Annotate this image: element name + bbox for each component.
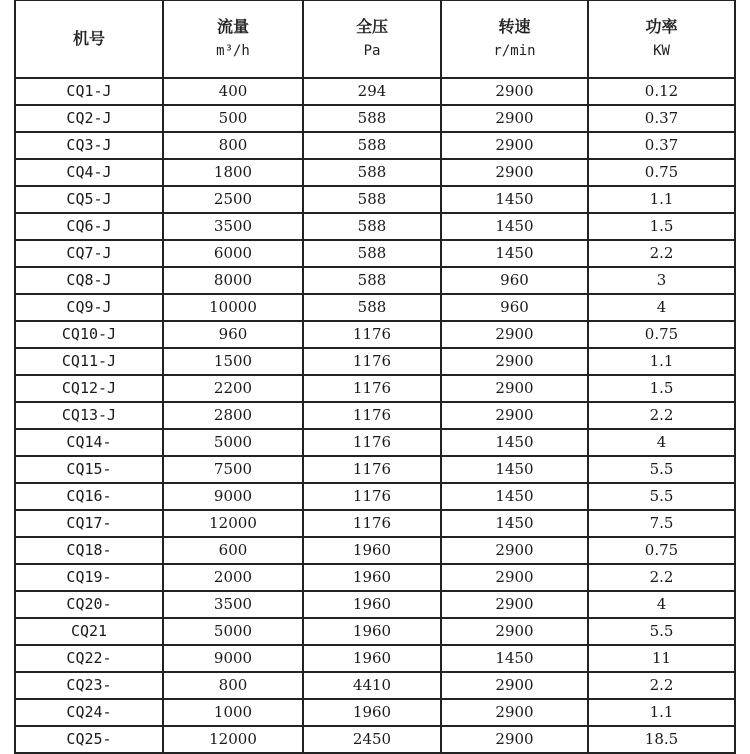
cell-model: CQ25-: [15, 726, 163, 753]
cell-model: CQ11-J: [15, 348, 163, 375]
cell-pressure: 1176: [303, 429, 441, 456]
cell-model: CQ23-: [15, 672, 163, 699]
cell-speed: 1450: [441, 213, 588, 240]
table-row: [15, 105, 735, 132]
cell-pressure: 1176: [303, 483, 441, 510]
cell-flow: 1800: [163, 159, 303, 186]
cell-model: CQ4-J: [15, 159, 163, 186]
table-row: [15, 186, 735, 213]
cell-speed: 1450: [441, 240, 588, 267]
cell-flow: 1000: [163, 699, 303, 726]
header-speed-unit: r/min: [493, 43, 536, 59]
cell-speed: 2900: [441, 699, 588, 726]
cell-model: CQ19-: [15, 564, 163, 591]
header-power: [588, 0, 735, 78]
cell-pressure: 1176: [303, 321, 441, 348]
cell-pressure: 588: [303, 240, 441, 267]
table-row: [15, 591, 735, 618]
cell-pressure: 1176: [303, 456, 441, 483]
cell-power: 5.5: [588, 618, 735, 645]
cell-flow: 2200: [163, 375, 303, 402]
cell-pressure: 1960: [303, 618, 441, 645]
cell-speed: 1450: [441, 645, 588, 672]
cell-flow: 2800: [163, 402, 303, 429]
header-power-unit: KW: [653, 43, 670, 59]
cell-model: CQ20-: [15, 591, 163, 618]
cell-flow: 400: [163, 78, 303, 105]
header-flow-unit: m³/h: [216, 43, 250, 59]
cell-pressure: 1176: [303, 402, 441, 429]
cell-pressure: 588: [303, 267, 441, 294]
cell-power: 0.37: [588, 132, 735, 159]
cell-model: CQ8-J: [15, 267, 163, 294]
cell-model: CQ9-J: [15, 294, 163, 321]
cell-pressure: 588: [303, 186, 441, 213]
cell-power: 2.2: [588, 564, 735, 591]
cell-power: 0.12: [588, 78, 735, 105]
cell-flow: 12000: [163, 510, 303, 537]
header-flow-label: 流量: [216, 17, 249, 36]
cell-power: 2.2: [588, 672, 735, 699]
cell-pressure: 1960: [303, 699, 441, 726]
cell-power: 1.1: [588, 348, 735, 375]
table-row: [15, 213, 735, 240]
table-row: [15, 510, 735, 537]
cell-speed: 2900: [441, 618, 588, 645]
cell-speed: 2900: [441, 726, 588, 753]
header-speed: [441, 0, 588, 78]
table-row: [15, 402, 735, 429]
cell-model: CQ5-J: [15, 186, 163, 213]
cell-power: 1.5: [588, 375, 735, 402]
cell-pressure: 1960: [303, 591, 441, 618]
header-pressure-label: 全压: [355, 17, 388, 36]
cell-pressure: 588: [303, 213, 441, 240]
cell-power: 1.5: [588, 213, 735, 240]
table-row: [15, 240, 735, 267]
cell-flow: 3500: [163, 591, 303, 618]
table-row: [15, 375, 735, 402]
cell-flow: 10000: [163, 294, 303, 321]
fan-spec-table: [14, 0, 736, 754]
cell-power: 0.75: [588, 321, 735, 348]
cell-flow: 500: [163, 105, 303, 132]
table-row: [15, 456, 735, 483]
table-row: [15, 294, 735, 321]
cell-speed: 960: [441, 294, 588, 321]
cell-flow: 600: [163, 537, 303, 564]
cell-power: 0.75: [588, 537, 735, 564]
cell-flow: 1500: [163, 348, 303, 375]
cell-flow: 8000: [163, 267, 303, 294]
cell-power: 0.37: [588, 105, 735, 132]
cell-pressure: 588: [303, 294, 441, 321]
cell-flow: 5000: [163, 618, 303, 645]
cell-power: 2.2: [588, 240, 735, 267]
cell-model: CQ18-: [15, 537, 163, 564]
cell-flow: 3500: [163, 213, 303, 240]
table-row: [15, 537, 735, 564]
cell-speed: 1450: [441, 456, 588, 483]
cell-flow: 960: [163, 321, 303, 348]
header-power-label: 功率: [645, 17, 678, 36]
table-row: [15, 699, 735, 726]
cell-flow: 5000: [163, 429, 303, 456]
cell-pressure: 1176: [303, 375, 441, 402]
cell-speed: 2900: [441, 105, 588, 132]
cell-pressure: 1176: [303, 348, 441, 375]
cell-power: 1.1: [588, 186, 735, 213]
table-row: [15, 267, 735, 294]
cell-model: CQ1-J: [15, 78, 163, 105]
cell-model: CQ22-: [15, 645, 163, 672]
table-body: [15, 78, 735, 753]
cell-speed: 2900: [441, 348, 588, 375]
cell-speed: 2900: [441, 159, 588, 186]
cell-power: 11: [588, 645, 735, 672]
header-flow: [163, 0, 303, 78]
cell-pressure: 294: [303, 78, 441, 105]
table-row: [15, 726, 735, 753]
table-row: [15, 564, 735, 591]
cell-flow: 7500: [163, 456, 303, 483]
cell-speed: 2900: [441, 78, 588, 105]
cell-pressure: 588: [303, 132, 441, 159]
header-speed-label: 转速: [498, 17, 531, 36]
cell-flow: 2500: [163, 186, 303, 213]
table-row: [15, 672, 735, 699]
table-row: [15, 348, 735, 375]
cell-pressure: 4410: [303, 672, 441, 699]
cell-power: 7.5: [588, 510, 735, 537]
cell-power: 4: [588, 429, 735, 456]
cell-power: 3: [588, 267, 735, 294]
header-model-label: 机号: [72, 29, 105, 48]
cell-speed: 2900: [441, 402, 588, 429]
cell-flow: 6000: [163, 240, 303, 267]
table-row: [15, 78, 735, 105]
cell-speed: 2900: [441, 132, 588, 159]
cell-power: 0.75: [588, 159, 735, 186]
cell-speed: 1450: [441, 429, 588, 456]
cell-speed: 2900: [441, 591, 588, 618]
table-row: [15, 645, 735, 672]
cell-pressure: 1960: [303, 537, 441, 564]
header-row: [15, 0, 735, 78]
cell-speed: 1450: [441, 510, 588, 537]
cell-model: CQ10-J: [15, 321, 163, 348]
cell-model: CQ3-J: [15, 132, 163, 159]
cell-model: CQ16-: [15, 483, 163, 510]
cell-model: CQ15-: [15, 456, 163, 483]
cell-speed: 960: [441, 267, 588, 294]
cell-speed: 2900: [441, 375, 588, 402]
cell-model: CQ6-J: [15, 213, 163, 240]
cell-power: 18.5: [588, 726, 735, 753]
table-row: [15, 429, 735, 456]
cell-power: 5.5: [588, 456, 735, 483]
cell-model: CQ14-: [15, 429, 163, 456]
cell-speed: 2900: [441, 564, 588, 591]
cell-power: 4: [588, 294, 735, 321]
cell-power: 5.5: [588, 483, 735, 510]
cell-pressure: 1960: [303, 564, 441, 591]
cell-model: CQ2-J: [15, 105, 163, 132]
cell-model: CQ13-J: [15, 402, 163, 429]
cell-speed: 2900: [441, 321, 588, 348]
cell-pressure: 1176: [303, 510, 441, 537]
cell-flow: 9000: [163, 645, 303, 672]
cell-model: CQ7-J: [15, 240, 163, 267]
table-row: [15, 159, 735, 186]
header-pressure-unit: Pa: [363, 43, 381, 59]
table-row: [15, 483, 735, 510]
cell-power: 4: [588, 591, 735, 618]
cell-flow: 2000: [163, 564, 303, 591]
cell-power: 1.1: [588, 699, 735, 726]
cell-pressure: 1960: [303, 645, 441, 672]
cell-pressure: 588: [303, 159, 441, 186]
cell-model: CQ12-J: [15, 375, 163, 402]
table-row: [15, 321, 735, 348]
cell-flow: 12000: [163, 726, 303, 753]
cell-flow: 9000: [163, 483, 303, 510]
cell-power: 2.2: [588, 402, 735, 429]
cell-model: CQ21: [15, 618, 163, 645]
cell-speed: 1450: [441, 186, 588, 213]
cell-pressure: 588: [303, 105, 441, 132]
cell-flow: 800: [163, 132, 303, 159]
cell-speed: 2900: [441, 537, 588, 564]
cell-model: CQ17-: [15, 510, 163, 537]
cell-model: CQ24-: [15, 699, 163, 726]
cell-flow: 800: [163, 672, 303, 699]
table-row: [15, 132, 735, 159]
table-row: [15, 618, 735, 645]
cell-speed: 1450: [441, 483, 588, 510]
cell-pressure: 2450: [303, 726, 441, 753]
cell-speed: 2900: [441, 672, 588, 699]
header-model: [15, 0, 163, 78]
header-pressure: [303, 0, 441, 78]
